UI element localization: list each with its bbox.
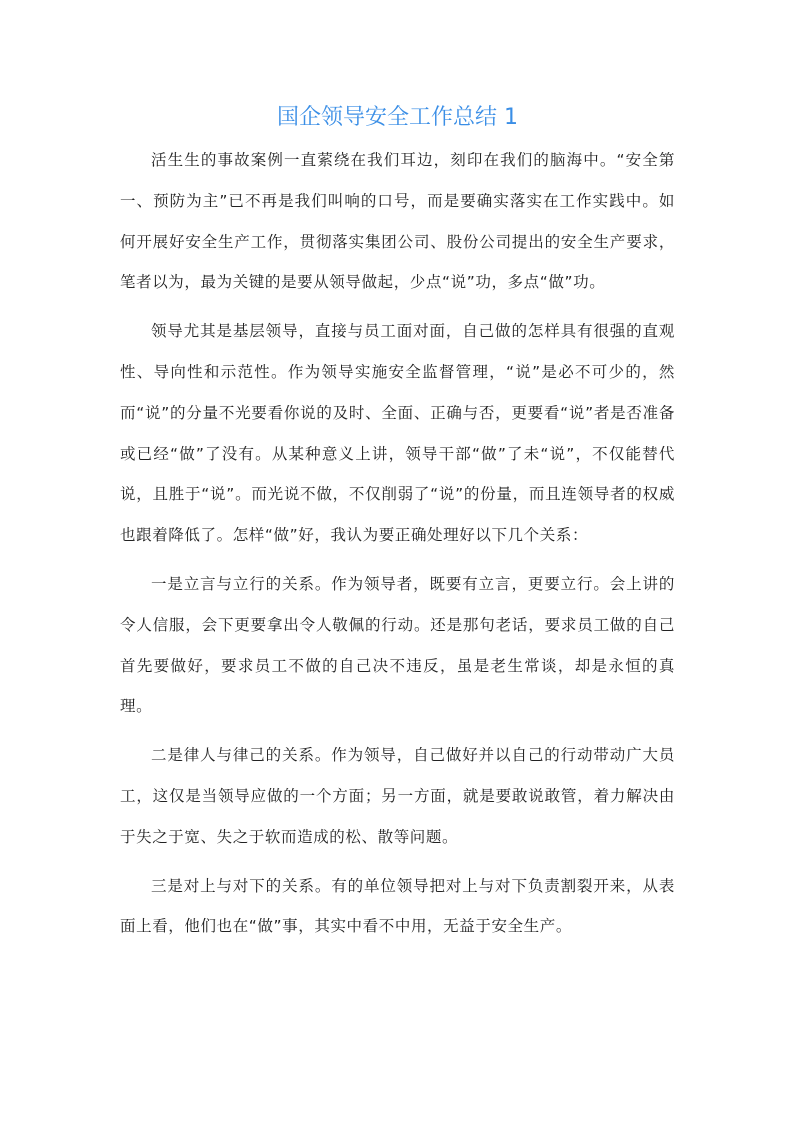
document-title: 国企领导安全工作总结 1	[277, 105, 518, 130]
document-body	[120, 140, 675, 947]
paragraph-1: 活生生的事故案例一直萦绕在我们耳边，刻印在我们的脑海中。“安全第一、预防为主”已不再是我们叫响的口号，而是要确实落实在工作实践中。如何开展好安全生产工作，贯彻落实集团公司、股份公司提出的安全生产要求，笔者以为，最为关键的是要从领导做起，少点“说”功，多点“做”功。	[120, 151, 675, 292]
paragraph-2: 领导尤其是基层领导，直接与员工面对面，自己做的怎样具有很强的直观性、导向性和示范性。作为领导实施安全监督管理，“说”是必不可少的，然而“说”的分量不光要看你说的及时、全面、正确与否，更要看“说”者是否准备或已经“做”了没有。从某种意义上讲，领导干部“做”了未“说”，不仅能替代说，且胜于“说”。而光说不做，不仅削弱了“说”的份量，而且连领导者的权威也跟着降低了。怎样“做”好，我认为要正确处理好以下几个关系：	[120, 322, 675, 545]
paragraph-4: 二是律人与律己的关系。作为领导，自己做好并以自己的行动带动广大员工，这仅是当领导应做的一个方面；另一方面，就是要敢说敢管，着力解决由于失之于宽、失之于软而造成的松、散等问题。	[120, 746, 675, 846]
paragraph-3: 一是立言与立行的关系。作为领导者，既要有立言，更要立行。会上讲的令人信服，会下更要拿出令人敬佩的行动。还是那句老话，要求员工做的自己首先要做好，要求员工不做的自己决不违反，虽是老生常谈，却是永恒的真理。	[120, 574, 675, 716]
paragraph-5: 三是对上与对下的关系。有的单位领导把对上与对下负责割裂开来，从表面上看，他们也在“做”事，其实中看不中用，无益于安全生产。	[120, 876, 675, 936]
